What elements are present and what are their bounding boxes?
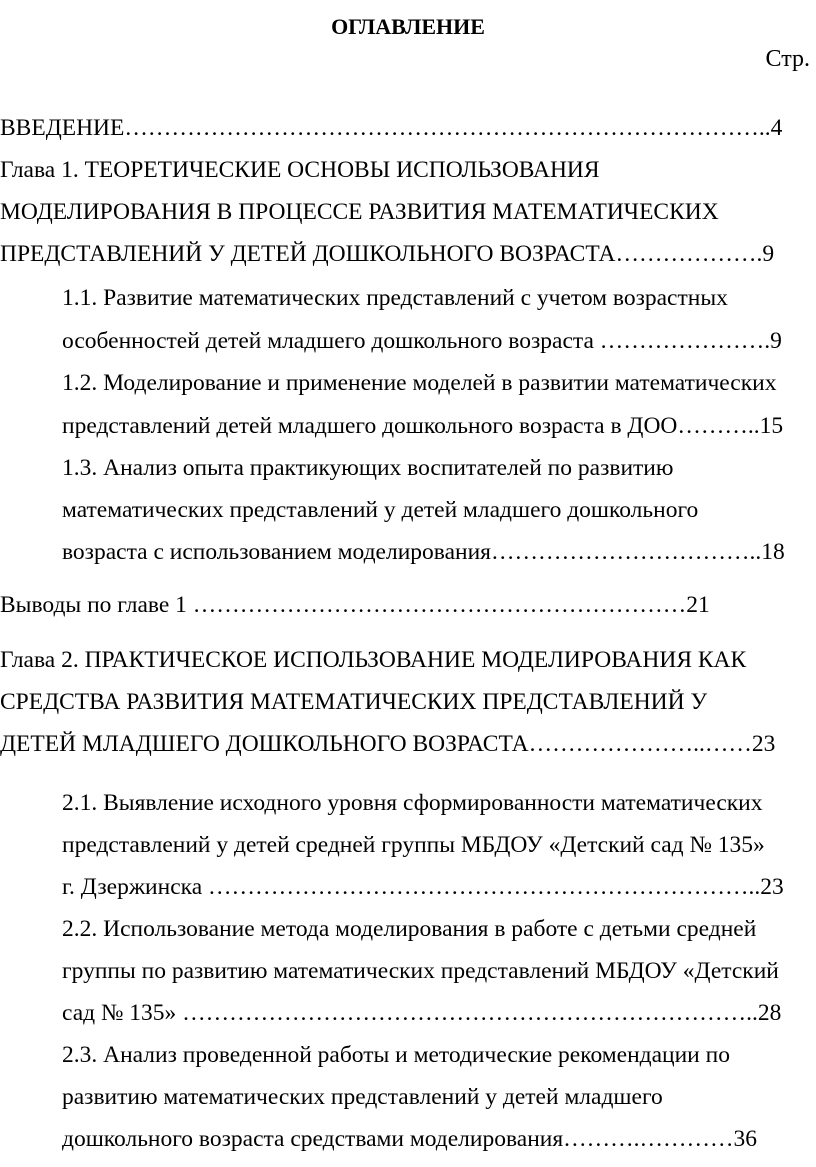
toc-entry-section-1-3: возраста с использованием моделирования……………………………..18 — [62, 539, 785, 565]
toc-entry-section-1-2: 1.2. Моделирование и применение моделей в развитии математических — [62, 370, 777, 396]
toc-entry-chapter-1: Глава 1. ТЕОРЕТИЧЕСКИЕ ОСНОВЫ ИСПОЛЬЗОВАНИЯ — [0, 157, 600, 183]
toc-entry-section-1-2: представлений детей младшего дошкольного возраста в ДОО………..15 — [62, 413, 784, 439]
toc-entry-section-2-3: развитию математических представлений у детей младшего — [62, 1084, 663, 1110]
toc-entry-chapter-1: ПРЕДСТАВЛЕНИЙ У ДЕТЕЙ ДОШКОЛЬНОГО ВОЗРАСТА……………….9 — [0, 241, 775, 267]
toc-entry-section-2-3: дошкольного возраста средствами моделирования……….…………36 — [62, 1126, 758, 1152]
toc-entry-section-2-2: сад № 135» ………………………………………………………………..28 — [62, 1000, 782, 1026]
toc-entry-chapter-1: МОДЕЛИРОВАНИЯ В ПРОЦЕССЕ РАЗВИТИЯ МАТЕМАТИЧЕСКИХ — [0, 199, 719, 225]
toc-entry-chapter-2: Глава 2. ПРАКТИЧЕСКОЕ ИСПОЛЬЗОВАНИЕ МОДЕЛИРОВАНИЯ КАК — [0, 647, 747, 673]
toc-entry-section-2-1: г. Дзержинска ……………………………………………………………..23 — [62, 874, 784, 900]
toc-entry-section-1-3: математических представлений у детей младшего дошкольного — [62, 497, 699, 523]
toc-entry-section-1-3: 1.3. Анализ опыта практикующих воспитателей по развитию — [62, 455, 674, 481]
toc-entry-section-1-1: 1.1. Развитие математических представлений с учетом возрастных — [62, 285, 728, 311]
page-number-header: Стр. — [765, 46, 810, 72]
toc-entry-section-2-2: группы по развитию математических представлений МБДОУ «Детский — [62, 958, 779, 984]
toc-entry-chapter-2: ДЕТЕЙ МЛАДШЕГО ДОШКОЛЬНОГО ВОЗРАСТА…………………..……23 — [0, 731, 776, 757]
toc-entry-conclusions-chapter-1: Выводы по главе 1 ………………………………………………………21 — [0, 592, 710, 618]
toc-entry-section-2-1: представлений у детей средней группы МБДОУ «Детский сад № 135» — [62, 832, 765, 858]
toc-entry-section-2-1: 2.1. Выявление исходного уровня сформированности математических — [62, 790, 763, 816]
toc-entry-section-2-2: 2.2. Использование метода моделирования в работе с детьми средней — [62, 916, 757, 942]
page-title: ОГЛАВЛЕНИЕ — [331, 14, 485, 39]
toc-entry-introduction: ВВЕДЕНИЕ………………………………………………………………………..4 — [0, 115, 783, 141]
toc-entry-section-2-3: 2.3. Анализ проведенной работы и методические рекомендации по — [62, 1042, 730, 1068]
toc-entry-section-1-1: особенностей детей младшего дошкольного возраста ………………….9 — [62, 328, 782, 354]
toc-entry-chapter-2: СРЕДСТВА РАЗВИТИЯ МАТЕМАТИЧЕСКИХ ПРЕДСТАВЛЕНИЙ У — [0, 689, 708, 715]
